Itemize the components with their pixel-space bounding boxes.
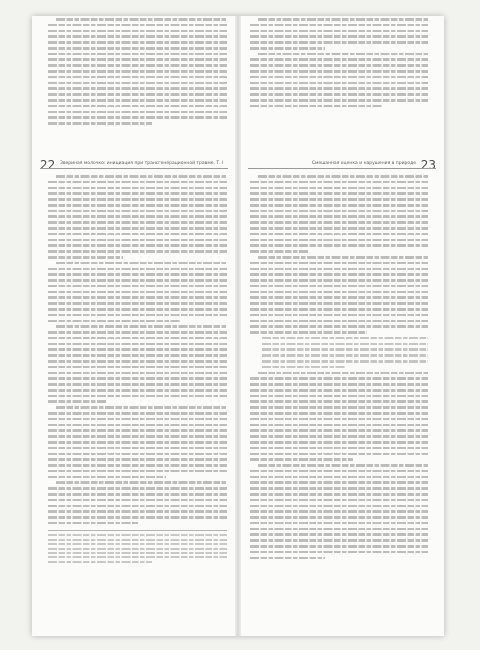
text-line <box>48 487 227 490</box>
text-line <box>48 47 227 50</box>
text-line <box>250 30 428 33</box>
text-line <box>48 522 138 525</box>
text-line <box>262 343 428 346</box>
text-line <box>48 435 227 438</box>
text-line <box>48 552 227 554</box>
text-line <box>250 533 428 536</box>
text-line <box>48 210 227 213</box>
text-line <box>250 268 428 271</box>
text-line <box>48 505 227 508</box>
text-line <box>48 539 227 541</box>
left-header-rule <box>40 168 228 169</box>
text-line <box>48 35 227 38</box>
text-line <box>250 551 428 554</box>
text-line <box>250 250 309 253</box>
text-line <box>250 406 428 409</box>
text-line <box>250 447 428 450</box>
right-page <box>238 16 444 636</box>
paragraph-block <box>250 464 428 559</box>
text-line <box>48 122 152 125</box>
text-line <box>48 204 227 207</box>
text-line <box>48 453 227 456</box>
text-line <box>48 192 227 195</box>
text-line <box>48 82 227 85</box>
text-line <box>48 58 227 61</box>
text-line <box>250 400 428 403</box>
text-line <box>48 354 227 357</box>
text-line <box>250 429 428 432</box>
text-line <box>250 453 428 456</box>
text-line <box>48 30 227 33</box>
text-line <box>56 18 227 21</box>
text-line <box>250 187 428 190</box>
text-line <box>48 111 227 114</box>
text-line <box>250 262 428 265</box>
text-line <box>48 383 227 386</box>
text-line <box>250 487 428 490</box>
text-line <box>48 70 227 73</box>
text-line <box>258 175 428 178</box>
text-line <box>48 215 227 218</box>
text-line <box>250 505 428 508</box>
text-line <box>48 227 227 230</box>
text-line <box>258 256 428 259</box>
left-page-number: 22 <box>40 158 56 172</box>
text-line <box>250 557 325 560</box>
text-line <box>250 545 428 548</box>
text-line <box>250 233 428 236</box>
text-line <box>250 516 428 519</box>
left-page-main-column <box>48 175 227 566</box>
text-line <box>48 377 227 380</box>
text-line <box>48 296 227 299</box>
text-line <box>262 354 428 357</box>
text-line <box>250 285 428 288</box>
text-line <box>48 493 227 496</box>
text-line <box>56 325 227 328</box>
text-line <box>48 395 227 398</box>
text-line <box>262 360 428 363</box>
text-line <box>48 424 227 427</box>
paragraph-block <box>250 372 428 461</box>
text-line <box>48 458 227 461</box>
text-line <box>250 82 428 85</box>
text-line <box>48 543 227 545</box>
left-page <box>32 16 238 636</box>
text-line <box>48 99 227 102</box>
text-line <box>48 64 227 67</box>
paragraph-block <box>250 53 428 108</box>
paragraph-block <box>250 256 428 334</box>
text-line <box>48 464 227 467</box>
text-line <box>48 320 180 323</box>
text-line <box>56 481 227 484</box>
text-line <box>250 325 428 328</box>
text-line <box>48 372 227 375</box>
text-line <box>262 366 345 369</box>
text-line <box>250 481 428 484</box>
text-line <box>250 192 428 195</box>
text-line <box>250 24 428 27</box>
text-line <box>250 395 428 398</box>
paragraph-block <box>250 175 428 253</box>
paragraph-block <box>250 18 428 50</box>
right-page-top-column <box>250 18 428 111</box>
text-line <box>250 528 428 531</box>
text-line <box>250 239 428 242</box>
right-header-rule <box>248 168 436 169</box>
text-line <box>48 561 152 563</box>
text-line <box>48 441 227 444</box>
text-line <box>48 429 227 432</box>
text-line <box>250 499 428 502</box>
text-line <box>48 93 227 96</box>
text-line <box>250 539 428 542</box>
right-page-number: 23 <box>420 158 436 172</box>
text-line <box>262 337 428 340</box>
text-line <box>250 522 428 525</box>
text-line <box>250 273 428 276</box>
text-line <box>48 412 227 415</box>
text-line <box>48 233 227 236</box>
text-line <box>250 93 428 96</box>
paragraph-block <box>48 481 227 524</box>
text-line <box>250 198 428 201</box>
text-line <box>250 105 382 108</box>
text-line <box>250 41 428 44</box>
text-line <box>48 499 227 502</box>
text-line <box>258 18 428 21</box>
text-line <box>250 279 428 282</box>
text-line <box>48 250 227 253</box>
text-line <box>250 70 428 73</box>
text-line <box>48 181 227 184</box>
text-line <box>48 510 227 513</box>
text-line <box>250 493 428 496</box>
text-line <box>250 476 428 479</box>
text-line <box>250 76 428 79</box>
text-line <box>250 435 428 438</box>
text-line <box>250 331 367 334</box>
text-line <box>48 516 227 519</box>
text-line <box>48 556 227 558</box>
text-line <box>48 268 227 271</box>
text-line <box>258 372 428 375</box>
quote-block <box>250 337 428 369</box>
text-line <box>258 53 428 56</box>
text-line <box>48 187 227 190</box>
text-line <box>258 464 428 467</box>
text-line <box>250 383 428 386</box>
text-line <box>56 406 227 409</box>
text-line <box>48 302 227 305</box>
footnotes-block <box>48 530 227 562</box>
text-line <box>250 181 428 184</box>
text-line <box>262 348 428 351</box>
text-line <box>250 227 428 230</box>
text-line <box>250 418 428 421</box>
text-line <box>250 215 428 218</box>
text-line <box>48 447 227 450</box>
left-page-top-column <box>48 18 227 128</box>
text-line <box>48 291 227 294</box>
text-line <box>48 87 227 90</box>
text-line <box>250 314 428 317</box>
text-line <box>48 400 107 403</box>
paragraph-block <box>48 406 227 478</box>
text-line <box>250 244 428 247</box>
text-line <box>48 256 123 259</box>
text-line <box>48 337 227 340</box>
text-line <box>250 204 428 207</box>
text-line <box>48 366 227 369</box>
text-line <box>48 244 227 247</box>
text-line <box>48 534 227 536</box>
text-line <box>250 221 428 224</box>
text-line <box>48 470 227 473</box>
text-line <box>250 58 428 61</box>
left-running-head: Звериная молочко: инициация при трансгенерационной травме. Т. I <box>60 161 224 166</box>
text-line <box>250 389 428 392</box>
text-line <box>48 343 227 346</box>
text-line <box>250 470 428 473</box>
text-line <box>48 239 227 242</box>
text-line <box>250 510 428 513</box>
text-line <box>56 175 227 178</box>
text-line <box>48 198 227 201</box>
paragraph-block <box>48 262 227 322</box>
text-line <box>250 87 428 90</box>
text-line <box>250 441 428 444</box>
text-line <box>48 221 227 224</box>
text-line <box>48 273 227 276</box>
text-line <box>48 41 227 44</box>
paragraph-block <box>48 175 227 259</box>
text-line <box>250 424 428 427</box>
text-line <box>48 331 227 334</box>
text-line <box>48 308 227 311</box>
text-line <box>250 35 428 38</box>
text-line <box>250 412 428 415</box>
right-running-head: Смешанная оценка и нарушения в природе <box>311 161 416 166</box>
right-page-main-column <box>250 175 428 562</box>
text-line <box>48 53 227 56</box>
text-line <box>250 99 428 102</box>
text-line <box>250 210 428 213</box>
paragraph-block <box>48 18 227 125</box>
text-line <box>48 116 227 119</box>
text-line <box>56 262 227 265</box>
text-line <box>48 314 227 317</box>
text-line <box>250 64 428 67</box>
text-line <box>250 296 428 299</box>
text-line <box>250 291 428 294</box>
text-line <box>250 47 325 50</box>
text-line <box>48 285 227 288</box>
text-line <box>48 105 227 108</box>
text-line <box>48 548 227 550</box>
book-spread <box>32 16 444 636</box>
text-line <box>250 302 428 305</box>
text-line <box>250 377 428 380</box>
text-line <box>48 418 227 421</box>
text-line <box>48 360 227 363</box>
text-line <box>48 24 227 27</box>
text-line <box>48 348 227 351</box>
text-line <box>48 389 227 392</box>
paragraph-block <box>48 325 227 403</box>
text-line <box>48 76 227 79</box>
text-line <box>250 308 428 311</box>
text-line <box>48 279 227 282</box>
text-line <box>250 458 353 461</box>
text-line <box>48 476 166 479</box>
text-line <box>250 320 428 323</box>
